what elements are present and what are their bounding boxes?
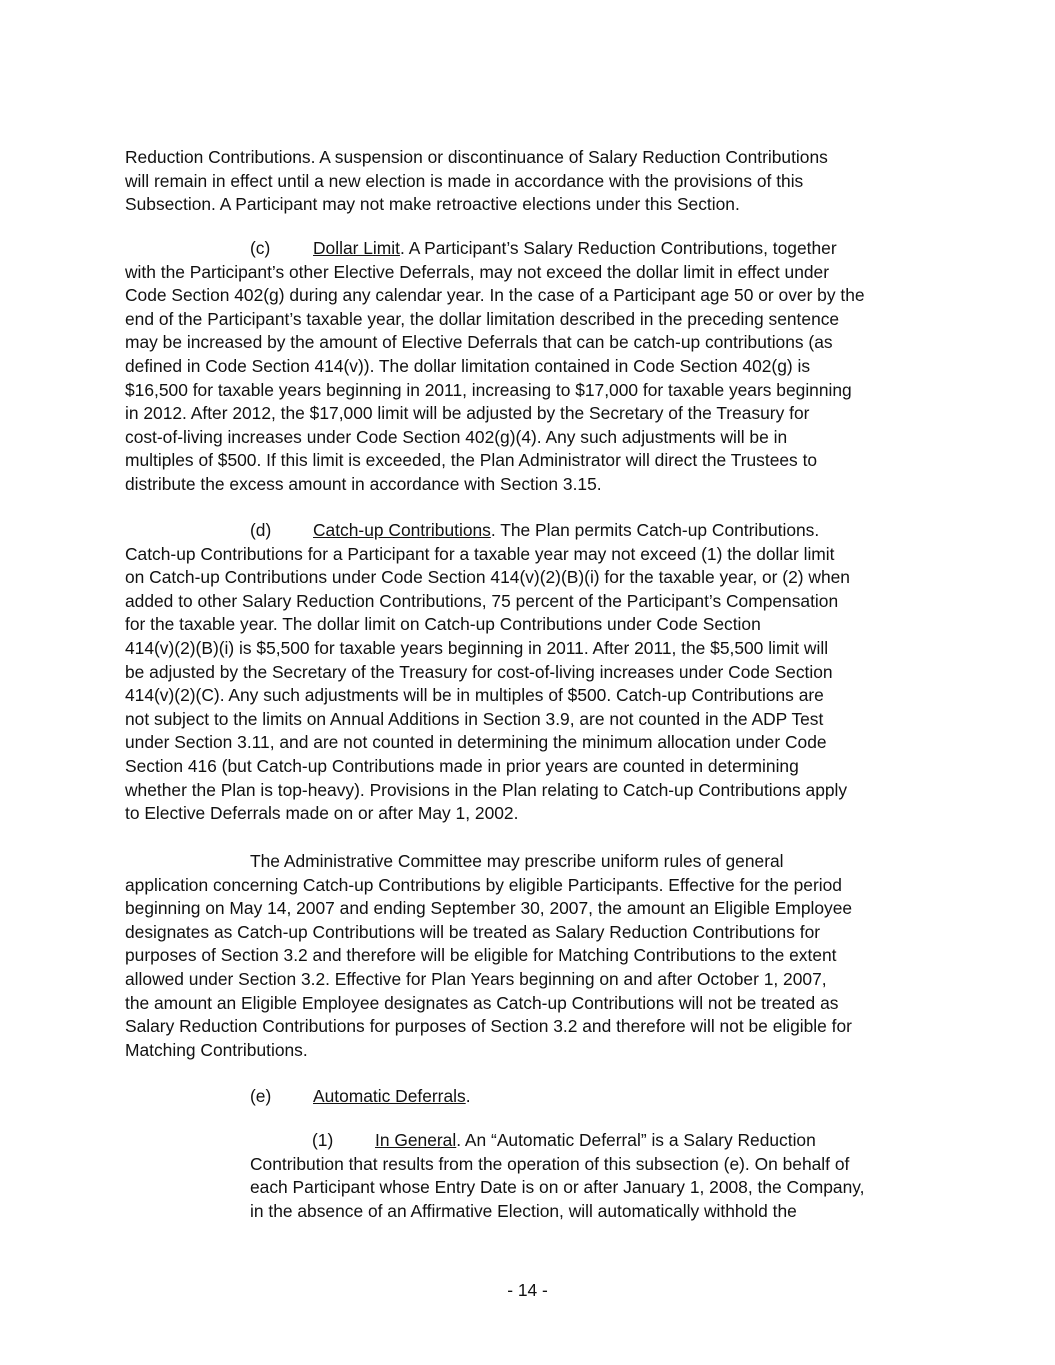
section-e1-first-line [250,1129,950,1153]
section-label: (d) [250,520,272,540]
text-line: be adjusted by the Secretary of the Treasury for cost-of-living increases under Code Section [125,661,833,682]
text-line: Reduction Contributions. A suspension or discontinuance of Salary Reduction Contributions [125,147,828,167]
text-line: for the taxable year. The dollar limit on Catch-up Contributions under Code Section [125,614,761,635]
text-line: purposes of Section 3.2 and therefore will be eligible for Matching Contributions to the extent [125,945,837,966]
section-label: (c) [250,238,271,258]
text-line: beginning on May 14, 2007 and ending September 30, 2007, the amount an Eligible Employee [125,898,853,919]
text-line: on Catch-up Contributions under Code Section 414(v)(2)(B)(i) for the taxable year, or (2) when [125,567,850,588]
text-line: whether the Plan is top-heavy). Provisions in the Plan relating to Catch-up Contributions apply [125,779,848,800]
section-e1-in-general [250,1129,950,1223]
text-run: . A Participant’s Salary Reduction Contributions, together [399,238,837,258]
text-line: 414(v)(2)(B)(i) is $5,500 for taxable years beginning in 2011. After 2011, the $5,500 limit will [125,637,829,658]
text-line: not subject to the limits on Annual Additions in Section 3.9, are not counted in the ADP Test [125,708,824,729]
section-heading: Catch-up Contributions [313,520,491,540]
text-line: Subsection. A Participant may not make retroactive elections under this Section. [125,194,740,215]
text-line: application concerning Catch-up Contributions by eligible Participants. Effective for the period [125,874,842,895]
paragraph-administrative-committee [125,850,935,1062]
section-d-first-line [125,519,935,543]
text-line: $16,500 for taxable years beginning in 2011, increasing to $17,000 for taxable years beginning [125,379,852,400]
text-line: to Elective Deferrals made on or after May 1, 2002. [125,803,519,824]
text-line: The Administrative Committee may prescribe uniform rules of general [250,851,784,871]
text-line: may be increased by the amount of Elective Deferrals that can be catch-up contributions (as [125,332,833,353]
section-c-dollar-limit [125,237,935,497]
section-e-automatic-deferrals [250,1085,950,1109]
text-line: defined in Code Section 414(v)). The dollar limitation contained in Code Section 402(g) is [125,355,811,376]
section-heading: Automatic Deferrals [313,1086,466,1106]
section-heading: In General [375,1130,457,1150]
text-run: . [465,1086,471,1106]
section-heading: Dollar Limit [313,238,400,258]
section-c-first-line [125,237,935,261]
text-line: 414(v)(2)(C). Any such adjustments will be in multiples of $500. Catch-up Contributions are [125,685,824,706]
text-line: Matching Contributions. [125,1039,308,1060]
text-line: Salary Reduction Contributions for purposes of Section 3.2 and therefore will not be eligible for [125,1016,852,1037]
text-line: distribute the excess amount in accordance with Section 3.15. [125,473,602,494]
text-line: will remain in effect until a new election is made in accordance with the provisions of this [125,170,804,191]
text-line: each Participant whose Entry Date is on or after January 1, 2008, the Company, [250,1177,865,1198]
text-line: Section 416 (but Catch-up Contributions made in prior years are counted in determining [125,755,799,776]
text-line: multiples of $500. If this limit is exceeded, the Plan Administrator will direct the Trustees to [125,450,818,471]
text-line: with the Participant’s other Elective Deferrals, may not exceed the dollar limit in effect under [125,261,830,282]
text-line: end of the Participant’s taxable year, the dollar limitation described in the preceding sentence [125,308,840,329]
text-line: cost-of-living increases under Code Section 402(g)(4). Any such adjustments will be in [125,426,788,447]
section-label: (1) [312,1130,334,1150]
text-line: allowed under Section 3.2. Effective for Plan Years beginning on and after October 1, 2007, [125,968,827,989]
page-number: - 14 - [507,1280,548,1300]
text-line: under Section 3.11, and are not counted in determining the minimum allocation under Code [125,732,827,753]
text-run: . The Plan permits Catch-up Contributions. [490,520,820,540]
text-line: designates as Catch-up Contributions will be treated as Salary Reduction Contributions for [125,921,821,942]
text-line: in the absence of an Affirmative Election, will automatically withhold the [250,1200,797,1221]
text-line: added to other Salary Reduction Contributions, 75 percent of the Participant’s Compensation [125,590,839,611]
section-e-heading-line [250,1085,950,1109]
section-label: (e) [250,1086,272,1106]
section-d-catch-up-contributions [125,519,935,826]
text-run: . An “Automatic Deferral” is a Salary Reduction [456,1130,816,1150]
paragraph-salary-reduction-suspension [125,146,935,217]
text-line: the amount an Eligible Employee designates as Catch-up Contributions will not be treated as [125,992,839,1013]
text-line: Contribution that results from the operation of this subsection (e). On behalf of [250,1153,850,1174]
text-line: Code Section 402(g) during any calendar year. In the case of a Participant age 50 or over by the [125,285,865,306]
text-line: Catch-up Contributions for a Participant for a taxable year may not exceed (1) the dollar limit [125,543,835,564]
text-line: in 2012. After 2012, the $17,000 limit will be adjusted by the Secretary of the Treasury for [125,403,810,424]
